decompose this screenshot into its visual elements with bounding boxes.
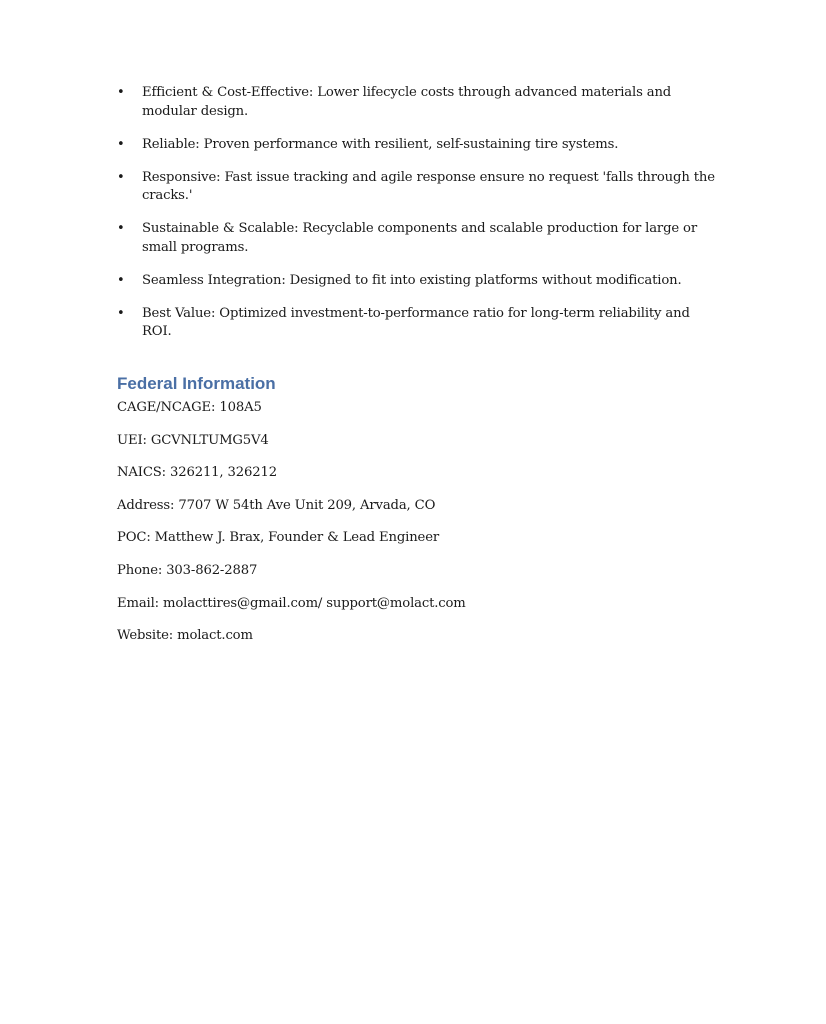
bullet-item [117, 220, 717, 257]
bullet-item [117, 305, 717, 342]
poc-line: POC: Matthew J. Brax, Founder & Lead Engineer [117, 530, 439, 546]
bullet-item [117, 84, 717, 121]
website-line: Website: molact.com [117, 628, 253, 644]
bullet-text: Seamless Integration: Designed to fit into existing platforms without modification. [142, 272, 682, 288]
section-heading: Federal Information [117, 374, 276, 393]
email-line: Email: molacttires@gmail.com/ support@molact.com [117, 595, 466, 611]
address-line: Address: 7707 W 54th Ave Unit 209, Arvada, CO [117, 497, 436, 513]
naics-line: NAICS: 326211, 326212 [117, 465, 277, 481]
cage-ncage-line: CAGE/NCAGE: 108A5 [117, 400, 262, 415]
uei-line: UEI: GCVNLTUMG5V4 [117, 432, 269, 448]
bullet-dot-icon: • [117, 221, 125, 236]
bullet-item [117, 136, 717, 155]
bullet-text: Sustainable & Scalable: Recyclable components and scalable production for large or small programs. [142, 221, 698, 255]
bullet-dot-icon: • [117, 305, 125, 321]
bullet-text: Best Value: Optimized investment-to-performance ratio for long-term reliability and ROI. [142, 305, 690, 339]
bullet-text: Responsive: Fast issue tracking and agile response ensure no request 'falls through the cracks.' [142, 169, 715, 203]
phone-line: Phone: 303-862-2887 [117, 562, 258, 578]
bullet-dot-icon: • [117, 85, 125, 100]
bullet-dot-icon: • [117, 136, 125, 152]
federal-information-section [117, 373, 717, 660]
benefits-bullet-list [117, 84, 717, 356]
bullet-item [117, 169, 717, 206]
bullet-item [117, 272, 717, 291]
bullet-text: Efficient & Cost-Effective: Lower lifecycle costs through advanced materials and modular design. [142, 85, 672, 119]
bullet-dot-icon: • [117, 169, 125, 185]
bullet-text: Reliable: Proven performance with resilient, self-sustaining tire systems. [142, 136, 619, 152]
bullet-dot-icon: • [117, 272, 125, 288]
